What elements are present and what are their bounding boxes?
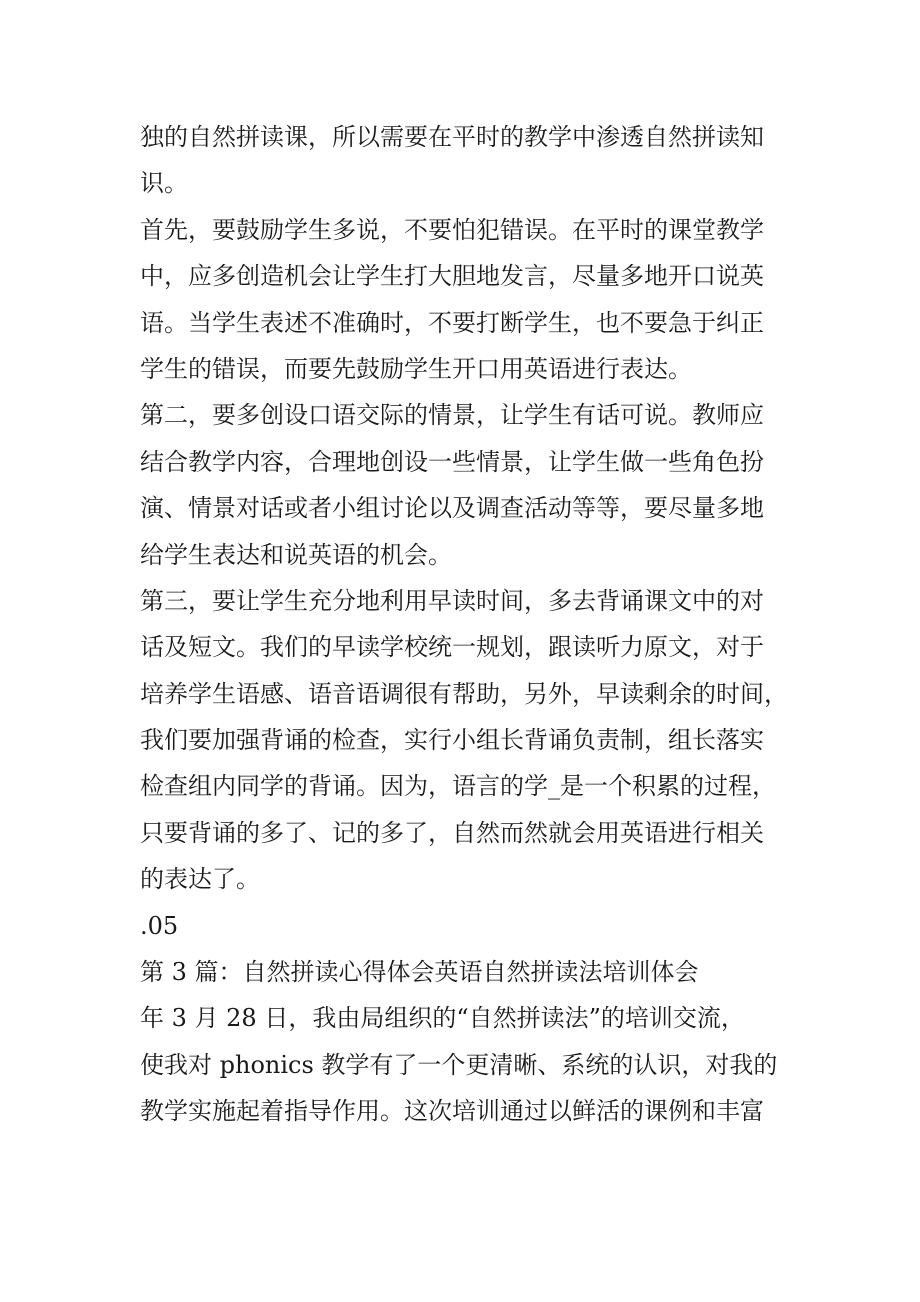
text-line: 话及短文。我们的早读学校统一规划，跟读听力原文，对于	[140, 633, 764, 662]
text-line: 给学生表达和说英语的机会。	[140, 540, 452, 569]
text-line: 演、情景对话或者小组讨论以及调查活动等等，要尽量多地	[140, 494, 764, 523]
document-body	[140, 114, 800, 1135]
text-line: 结合教学内容，合理地创设一些情景，让学生做一些角色扮	[140, 447, 764, 476]
text-line: 独的自然拼读课，所以需要在平时的教学中渗透自然拼读知	[140, 123, 764, 151]
text-line: 第三，要让学生充分地利用早读时间，多去背诵课文中的对	[140, 586, 764, 615]
text-line: 语。当学生表述不准确时，不要打断学生，也不要急于纠正	[140, 308, 764, 337]
text-line: 首先，要鼓励学生多说，不要怕犯错误。在平时的课堂教学	[140, 215, 764, 244]
text-line: 教学实施起着指导作用。这次培训通过以鲜活的课例和丰富	[140, 1097, 764, 1126]
text-line: 我们要加强背诵的检查，实行小组长背诵负责制，组长落实	[140, 726, 764, 755]
text-line: 只要背诵的多了、记的多了，自然而然就会用英语进行相关	[140, 818, 764, 847]
text-line: 使我对 phonics 教学有了一个更清晰、系统的认识，对我的	[140, 1050, 778, 1079]
section-heading: 第 3 篇：自然拼读心得体会英语自然拼读法培训体会	[140, 958, 699, 987]
text-line: 年 3 月 28 日，我由局组织的“自然拼读法”的培训交流，	[140, 1004, 745, 1033]
text-line: 培养学生语感、语音语调很有帮助，另外，早读剩余的时间，	[140, 679, 788, 708]
text-line: 中，应多创造机会让学生打大胆地发言，尽量多地开口说英	[140, 262, 764, 291]
text-line: 检查组内同学的背诵。因为，语言的学_是一个积累的过程，	[140, 772, 776, 801]
text-line: 的表达了。	[140, 865, 260, 894]
text-line: 学生的错误，而要先鼓励学生开口用英语进行表达。	[140, 354, 692, 383]
page-number-fragment: .05	[140, 911, 179, 940]
text-line: 第二，要多创设口语交际的情景，让学生有话可说。教师应	[140, 401, 764, 430]
text-line: 识。	[140, 169, 188, 198]
